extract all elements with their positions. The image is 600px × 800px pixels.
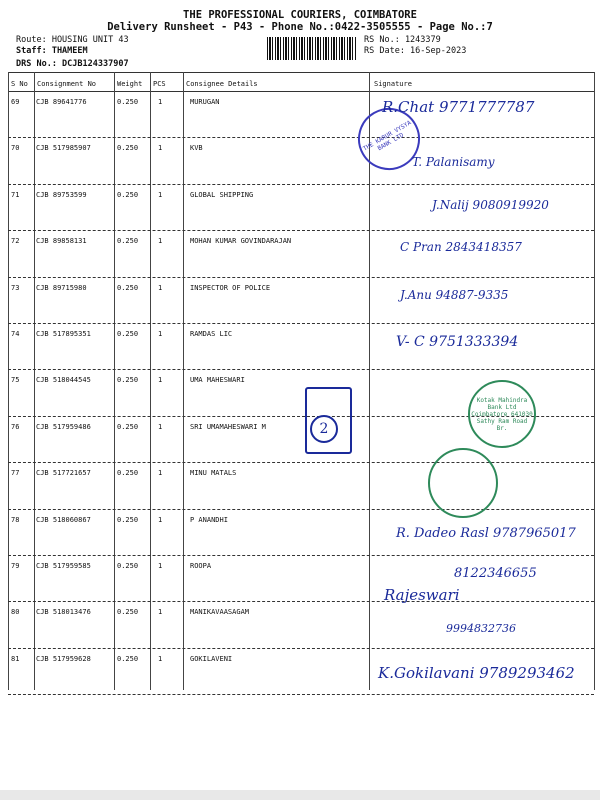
row-pcs: 1 xyxy=(158,422,163,431)
row-pcs: 1 xyxy=(158,330,163,338)
row-consignee: INSPECTOR OF POLICE xyxy=(190,283,271,292)
col-border xyxy=(369,72,370,690)
row-pcs: 1 xyxy=(158,608,163,617)
row-consignment: CJB 518044545 xyxy=(36,376,91,385)
row-weight: 0.250 xyxy=(117,376,139,385)
row-divider xyxy=(8,509,594,510)
row-weight: 0.250 xyxy=(117,469,139,478)
signature-69: R.Chat 9771777787 xyxy=(382,98,535,116)
row-consignee: RAMDAS LIC xyxy=(190,330,233,338)
row-pcs: 1 xyxy=(158,469,163,478)
round-stamp xyxy=(428,448,498,518)
barcode xyxy=(267,37,357,60)
kotak-stamp: Kotak Mahindra Bank Ltd Coimbatore 641030 Sathy Ram Road Br. xyxy=(468,380,536,448)
col-header-consignee: Consignee Details xyxy=(186,80,258,88)
route-label: Route: HOUSING UNIT 43 xyxy=(16,35,129,45)
header-rule xyxy=(8,91,594,92)
col-border xyxy=(594,72,595,690)
row-divider xyxy=(8,601,594,602)
rs-date: RS Date: 16-Sep-2023 xyxy=(364,46,467,56)
row-sno: 69 xyxy=(11,98,20,106)
col-header-consignment: Consignment No xyxy=(37,80,97,88)
row-weight: 0.250 xyxy=(117,144,139,153)
row-weight: 0.250 xyxy=(117,654,139,663)
signature-81: K.Gokilavani 9789293462 xyxy=(378,664,575,682)
row-weight: 0.250 xyxy=(117,283,139,292)
signature-80: Rajeswari xyxy=(384,586,460,604)
row-consignment: CJB 517985907 xyxy=(36,144,91,153)
row-sno: 74 xyxy=(11,330,20,338)
row-sno: 72 xyxy=(11,237,20,246)
circled-note: 2 xyxy=(310,415,338,443)
signature-70: T. Palanisamy xyxy=(412,155,495,169)
row-weight: 0.250 xyxy=(117,608,139,617)
row-divider xyxy=(8,462,594,463)
bank-stamp: THE KARUR VYSYA BANK LTD xyxy=(347,97,432,182)
row-pcs: 1 xyxy=(158,190,163,199)
row-divider xyxy=(8,184,594,185)
row-weight: 0.250 xyxy=(117,98,139,106)
row-consignee: MINU MATALS xyxy=(190,469,237,478)
col-border xyxy=(34,72,35,690)
row-divider xyxy=(8,555,594,556)
row-sno: 78 xyxy=(11,515,20,524)
row-consignee: ROOPA xyxy=(190,562,212,570)
signature-80-phone: 9994832736 xyxy=(446,622,516,635)
row-consignee: GLOBAL SHIPPING xyxy=(190,190,254,199)
signature-71: J.Nalij 9080919920 xyxy=(432,198,549,212)
col-border xyxy=(8,72,9,690)
page-title: THE PROFESSIONAL COURIERS, COIMBATORE xyxy=(183,9,417,21)
row-divider xyxy=(8,230,594,231)
row-sno: 76 xyxy=(11,422,20,431)
col-header-signature: Signature xyxy=(374,80,412,88)
row-divider xyxy=(8,369,594,370)
row-divider xyxy=(8,277,594,278)
row-divider xyxy=(8,694,594,695)
row-consignee: GOKILAVENI xyxy=(190,654,233,663)
row-pcs: 1 xyxy=(158,283,163,292)
staff-label: Staff: THAMEEM xyxy=(16,46,88,56)
row-sno: 71 xyxy=(11,190,20,199)
row-consignee: SRI UMAMAHESWARI M xyxy=(190,422,266,431)
row-consignment: CJB 517959585 xyxy=(36,562,91,570)
row-consignee: MOHAN KUMAR GOVINDARAJAN xyxy=(190,237,292,246)
rs-number: RS No.: 1243379 xyxy=(364,35,441,45)
row-consignment: CJB 89641776 xyxy=(36,98,87,106)
row-consignment: CJB 518013476 xyxy=(36,608,91,617)
signature-78: R. Dadeo Rasl 9787965017 xyxy=(396,526,576,541)
row-weight: 0.250 xyxy=(117,190,139,199)
row-consignment: CJB 517959486 xyxy=(36,422,91,431)
row-pcs: 1 xyxy=(158,237,163,246)
row-sno: 80 xyxy=(11,608,20,617)
row-sno: 73 xyxy=(11,283,20,292)
table-top-rule xyxy=(8,72,594,73)
row-consignment: CJB 517959628 xyxy=(36,654,91,663)
row-consignment: CJB 89858131 xyxy=(36,237,87,246)
col-header-weight: Weight xyxy=(117,80,143,88)
row-sno: 75 xyxy=(11,376,20,385)
signature-73: J.Anu 94887-9335 xyxy=(400,288,509,302)
row-sno: 70 xyxy=(11,144,20,153)
row-consignment: CJB 518060867 xyxy=(36,515,91,524)
row-weight: 0.250 xyxy=(117,237,139,246)
page-footer-shade xyxy=(0,790,600,800)
row-divider xyxy=(8,648,594,649)
row-pcs: 1 xyxy=(158,98,163,106)
row-weight: 0.250 xyxy=(117,330,139,338)
row-pcs: 1 xyxy=(158,144,163,153)
row-sno: 81 xyxy=(11,654,20,663)
col-header-pcs: PCS xyxy=(153,80,166,88)
row-pcs: 1 xyxy=(158,376,163,385)
signature-72: C Pran 2843418357 xyxy=(400,240,522,254)
row-consignment: CJB 517721657 xyxy=(36,469,91,478)
row-consignee: KVB xyxy=(190,144,203,153)
row-pcs: 1 xyxy=(158,654,163,663)
signature-79: 8122346655 xyxy=(454,566,537,581)
col-border xyxy=(114,72,115,690)
row-pcs: 1 xyxy=(158,562,163,570)
row-consignment: CJB 517895351 xyxy=(36,330,91,338)
row-consignee: P ANANDHI xyxy=(190,515,228,524)
col-border xyxy=(183,72,184,690)
drs-label: DRS No.: DCJB124337907 xyxy=(16,59,129,69)
row-consignment: CJB 89715980 xyxy=(36,283,87,292)
row-consignee: MANIKAVAASAGAM xyxy=(190,608,250,617)
col-border xyxy=(150,72,151,690)
signature-74: V- C 9751333394 xyxy=(396,334,519,350)
row-sno: 79 xyxy=(11,562,20,570)
row-consignee: UMA MAHESWARI xyxy=(190,376,245,385)
row-consignment: CJB 89753599 xyxy=(36,190,87,199)
row-weight: 0.250 xyxy=(117,422,139,431)
row-weight: 0.250 xyxy=(117,515,139,524)
row-sno: 77 xyxy=(11,469,20,478)
row-weight: 0.250 xyxy=(117,562,139,570)
row-divider xyxy=(8,137,594,138)
row-consignee: MURUGAN xyxy=(190,98,220,106)
row-pcs: 1 xyxy=(158,515,163,524)
page-subtitle: Delivery Runsheet - P43 - Phone No.:0422-3505555 - Page No.:7 xyxy=(107,21,493,33)
row-divider xyxy=(8,323,594,324)
col-header-sno: S No xyxy=(11,80,28,88)
